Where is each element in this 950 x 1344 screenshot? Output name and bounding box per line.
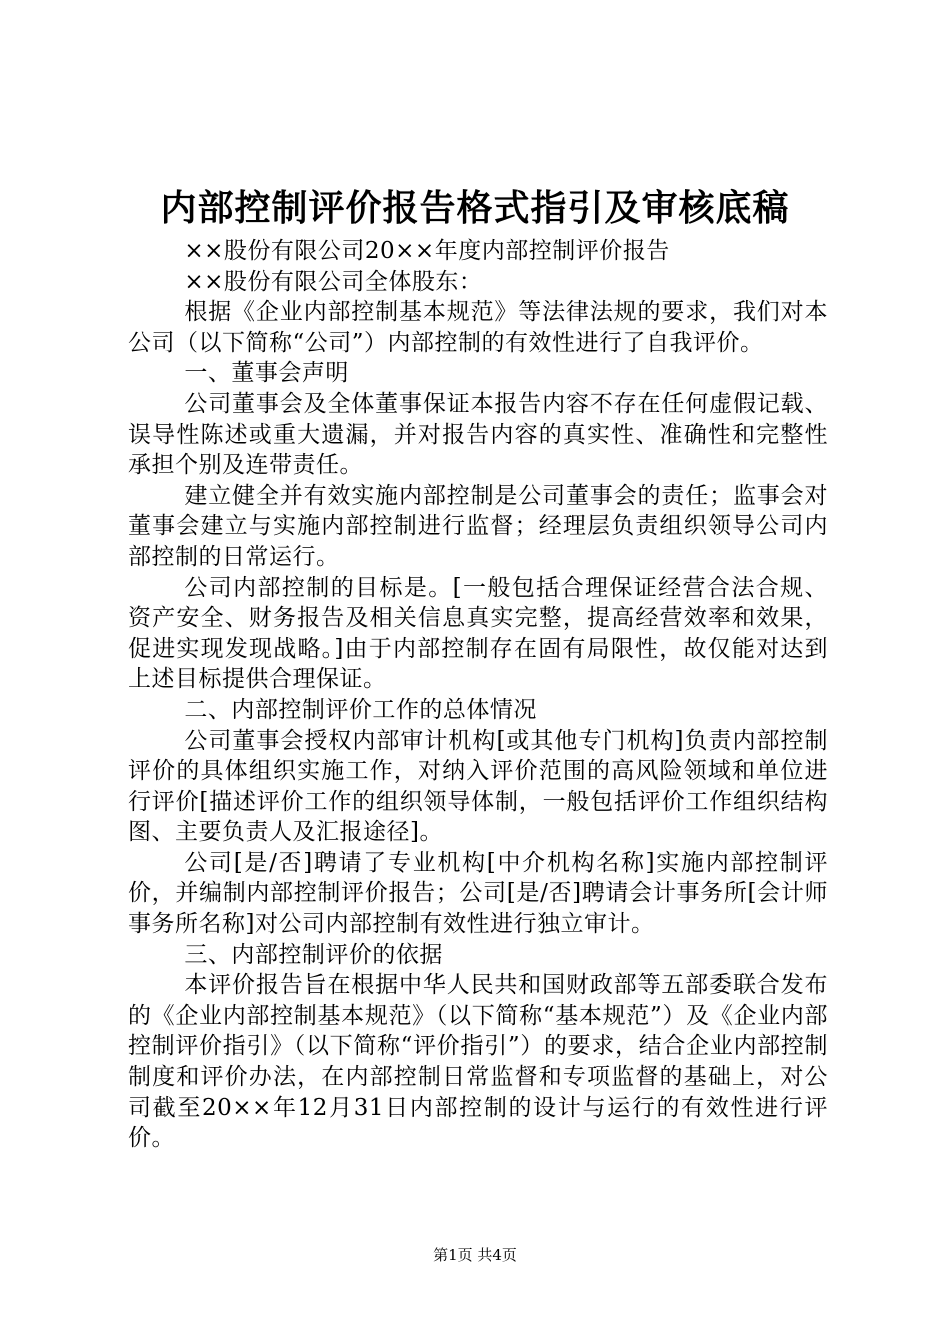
document-title: 内部控制评价报告格式指引及审核底稿 bbox=[160, 187, 790, 229]
control-objective-paragraph: 公司内部控制的目标是。[一般包括合理保证经营合法合规、资产安全、财务报告及相关信息真实完整，提高经营效率和效果，促进实现发现战略。]由于内部控制存在固有局限性，故仅能对达到上述目标提供合理保证。 bbox=[128, 574, 828, 693]
document-body bbox=[128, 236, 828, 1154]
page-footer: 第1页 共4页 bbox=[433, 1246, 517, 1264]
section-heading-2: 二、内部控制评价工作的总体情况 bbox=[184, 696, 537, 723]
section-heading-3: 三、内部控制评价的依据 bbox=[184, 941, 443, 968]
salutation: ××股份有限公司全体股东： bbox=[184, 268, 483, 295]
responsibility-paragraph: 建立健全并有效实施内部控制是公司董事会的责任；监事会对董事会建立与实施内部控制进行监督；经理层负责组织领导公司内部控制的日常运行。 bbox=[128, 482, 828, 570]
board-statement-paragraph: 公司董事会及全体董事保证本报告内容不存在任何虚假记载、误导性陈述或重大遗漏，并对报告内容的真实性、准确性和完整性承担个别及连带责任。 bbox=[128, 390, 828, 479]
basis-paragraph: 本评价报告旨在根据中华人民共和国财政部等五部委联合发布的《企业内部控制基本规范》（以下简称“基本规范”）及《企业内部控制评价指引》（以下简称“评价指引”）的要求，结合企业内部控制制度和评价办法，在内部控制日常监督和专项监督的基础上，对公司截至20××年12月31日内部控制的设计与运行的有效性进行评价。 bbox=[128, 972, 828, 1152]
report-heading: ××股份有限公司20××年度内部控制评价报告 bbox=[184, 238, 670, 264]
external-agency-paragraph: 公司[是/否]聘请了专业机构[中介机构名称]实施内部控制评价，并编制内部控制评价报告；公司[是/否]聘请会计事务所[会计师事务所名称]对公司内部控制有效性进行独立审计。 bbox=[128, 849, 828, 938]
authorization-paragraph: 公司董事会授权内部审计机构[或其他专门机构]负责内部控制评价的具体组织实施工作，对纳入评价范围的高风险领域和单位进行评价[描述评价工作的组织领导体制，一般包括评价工作组织结构图、主要负责人及汇报途径]。 bbox=[128, 727, 828, 846]
section-heading-1: 一、董事会声明 bbox=[184, 360, 349, 387]
intro-paragraph: 根据《企业内部控制基本规范》等法律法规的要求，我们对本公司（以下简称“公司”）内部控制的有效性进行了自我评价。 bbox=[128, 299, 828, 356]
